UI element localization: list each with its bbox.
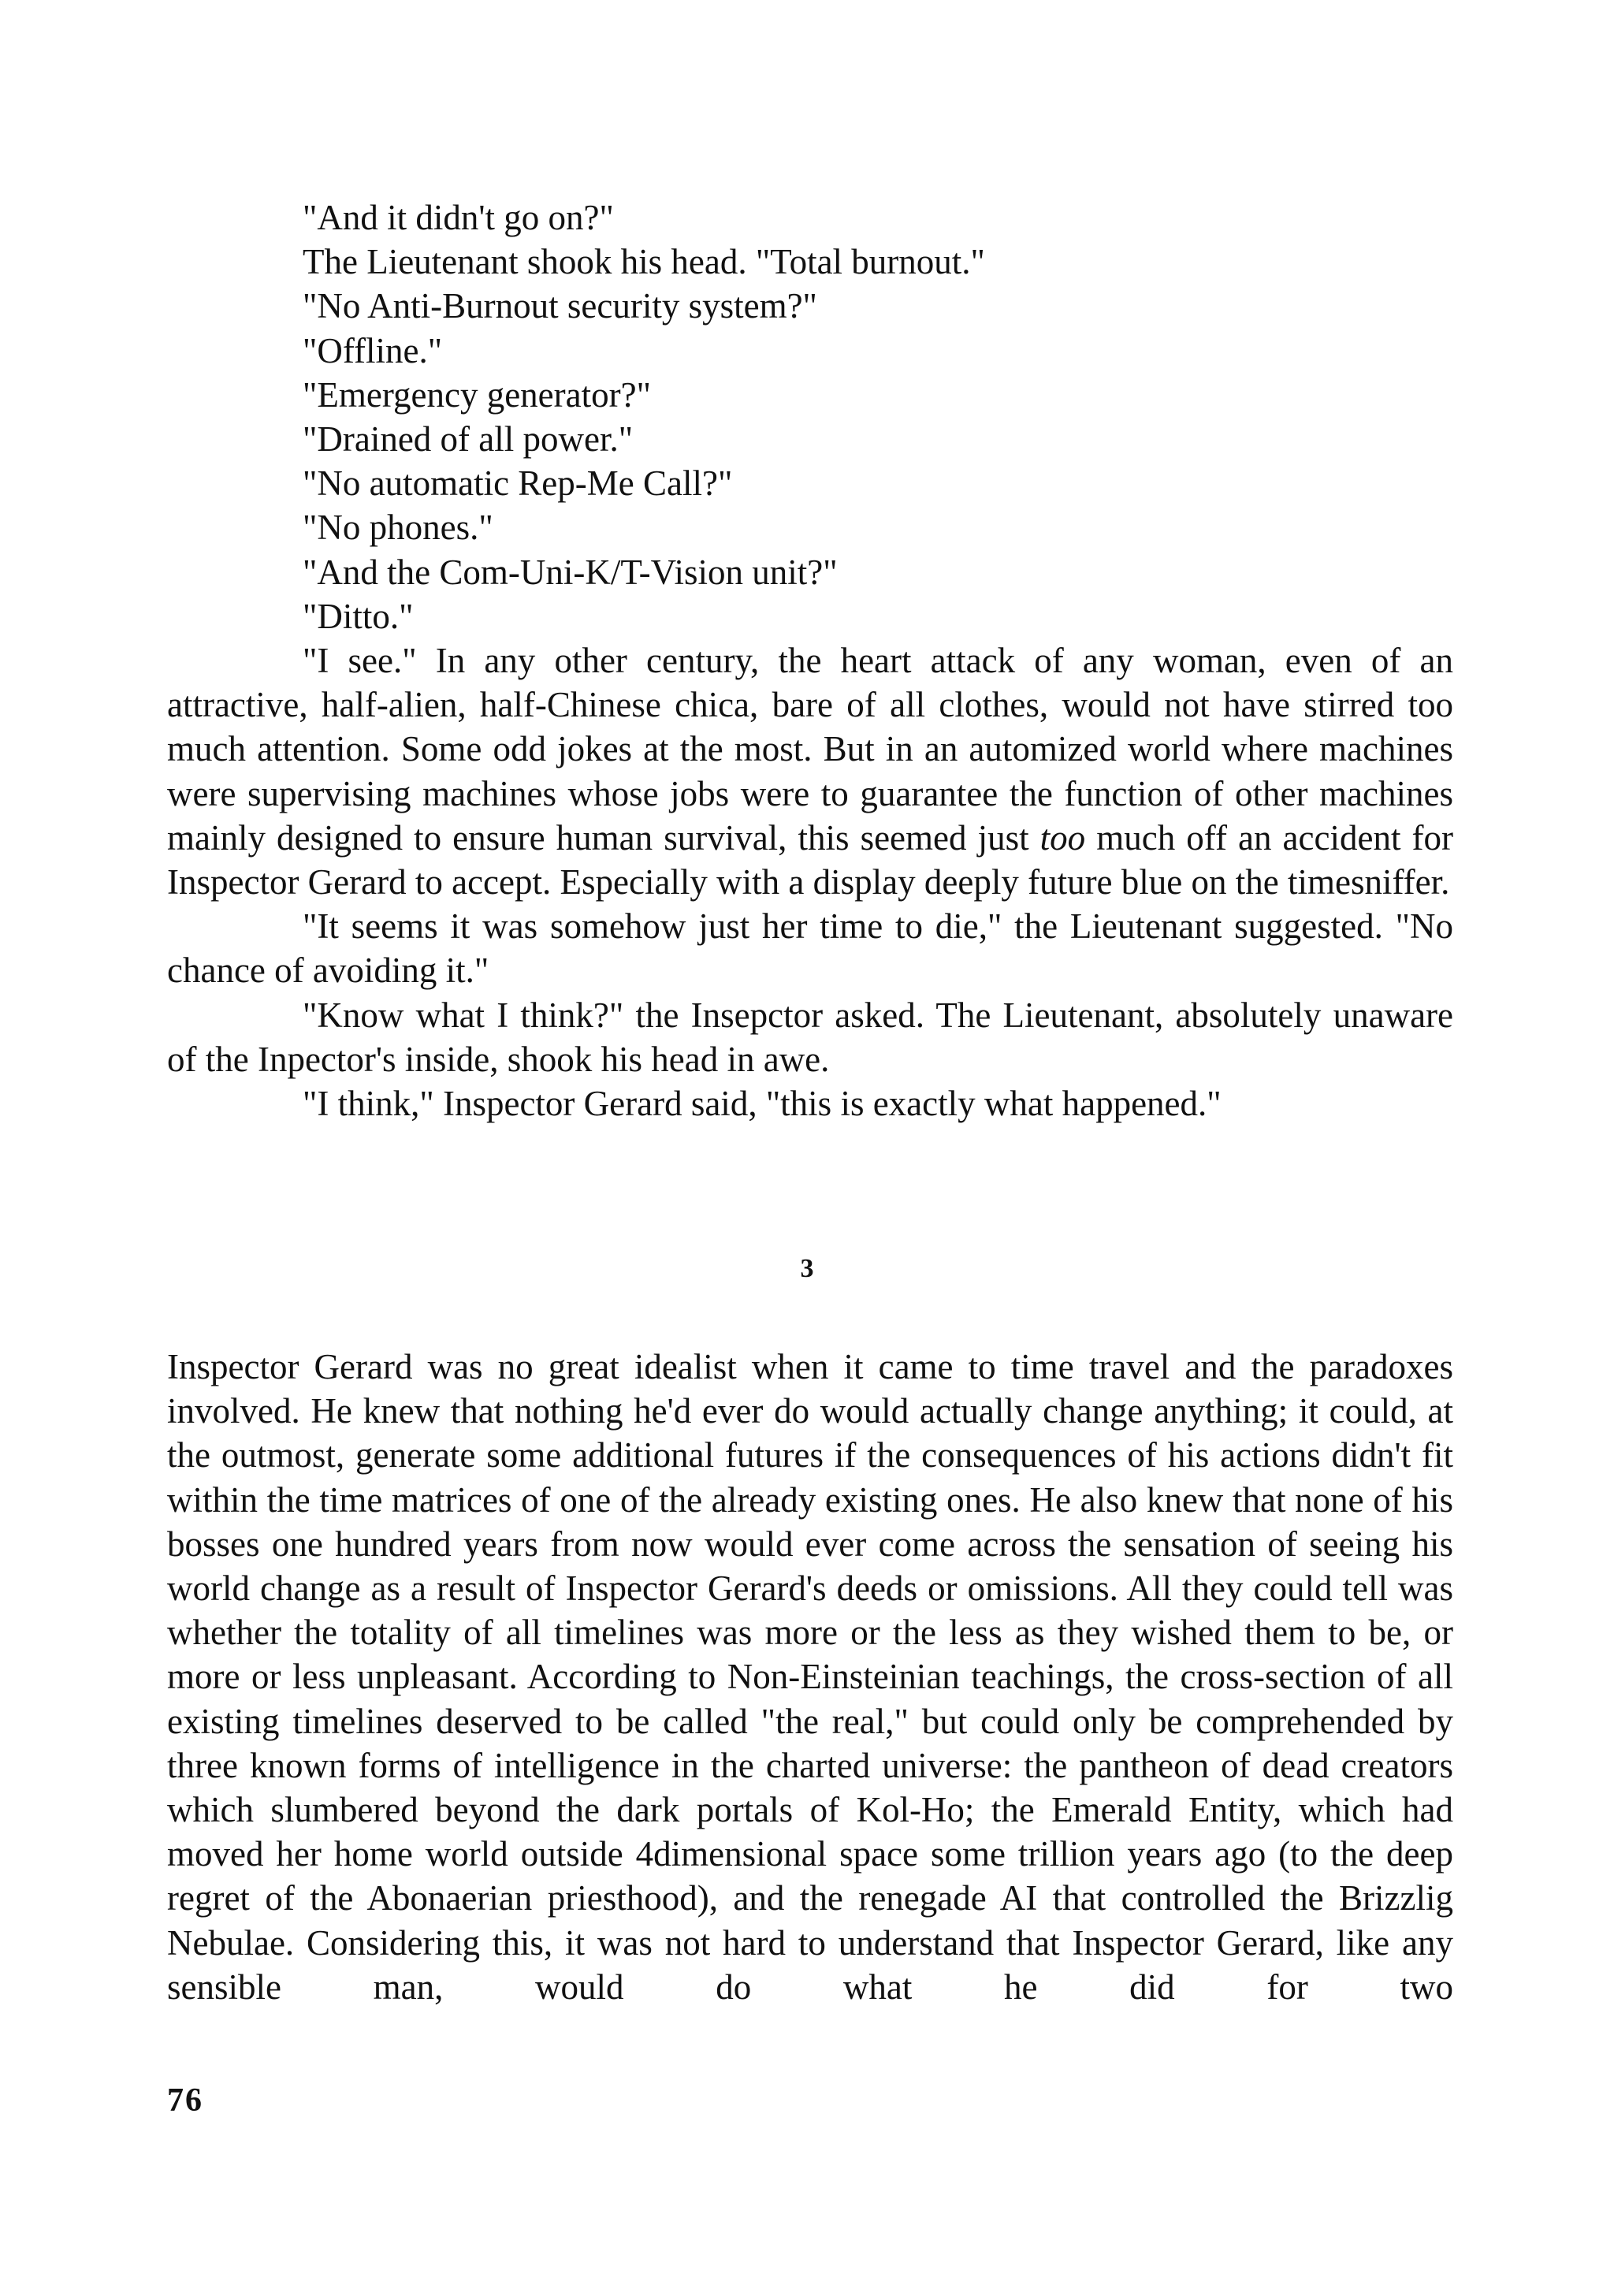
chapter-number: 3 (800, 1254, 814, 1283)
dialogue-line: "No Anti-Burnout security system?" (303, 286, 817, 326)
dialogue-line: "And it didn't go on?" (303, 198, 614, 237)
scene-text (167, 195, 1453, 1126)
chapter-text (167, 1345, 1453, 2009)
chapter-paragraph: Inspector Gerard was no great idealist when it came to time travel and the paradoxes involved. He knew that nothing he'd ever do would actually change anything; it could, at the outmost, generate some additional futures if the consequences of his actions didn't fit within the time matrices of one of the already existing ones. He also knew that none of his bosses one hundred years from now would ever come across the sensation of seeing his world change as a result of Inspector Gerard's deeds or omissions. All they could tell was whether the totality of all timelines was more or the less as they wished them to be, or more or less unpleasant. According to Non-Einsteinian teachings, the cross-section of all existing timelines deserved to be called "the real," but could only be comprehended by three known forms of intelligence in the charted universe: the pantheon of dead creators which slumbered beyond the dark portals of Kol-Ho; the Emerald Entity, which had moved her home world outside 4dimensional space some trillion years ago (to the deep regret of the Abonaerian priesthood), and the renegade AI that controlled the Brizzlig Nebulae. Considering this, it was not hard to understand that Inspector Gerard, like any sensible man, would do what he did for two (167, 1347, 1453, 2007)
narrative-text: "I see." In any other century, the heart attack of any woman, even of an attractive, half-alien, half-Chinese chica, bare of all clothes, would not have stirred too much attention. Some odd jokes at the most. But in an automized world where machines were supervising machines whose jobs were to guarantee the function of other machines mainly designed to ensure human survival, this seemed just (167, 641, 1453, 858)
dialogue-line: "No automatic Rep-Me Call?" (303, 463, 733, 504)
page-number: 76 (167, 2082, 203, 2119)
narrative-paragraph: "It seems it was somehow just her time to die," the Lieutenant suggested. "No chance of avoiding it." (167, 906, 1453, 991)
dialogue-line: The Lieutenant shook his head. "Total burnout." (303, 242, 985, 282)
dialogue-line: "Emergency generator?" (303, 374, 651, 415)
emphasis-text: too (1039, 817, 1086, 858)
dialogue-line: "Drained of all power." (303, 419, 634, 460)
narrative-text: much off an accident for Inspector Gerard to accept. Especially with a display deeply future blue on the timesniffer. (167, 817, 1453, 902)
narrative-paragraph: "Know what I think?" the Insepctor asked. The Lieutenant, absolutely unaware of the Inpector's inside, shook his head in awe. (167, 995, 1453, 1079)
dialogue-line: "Offline." (303, 330, 443, 370)
dialogue-line: "And the Com-Uni-K/T-Vision unit?" (303, 552, 838, 592)
narrative-paragraph (167, 638, 1453, 904)
dialogue-line: "No phones." (303, 508, 493, 548)
dialogue-line: "Ditto." (303, 596, 414, 636)
narrative-paragraph: "I think," Inspector Gerard said, "this is exactly what happened." (303, 1084, 1222, 1124)
